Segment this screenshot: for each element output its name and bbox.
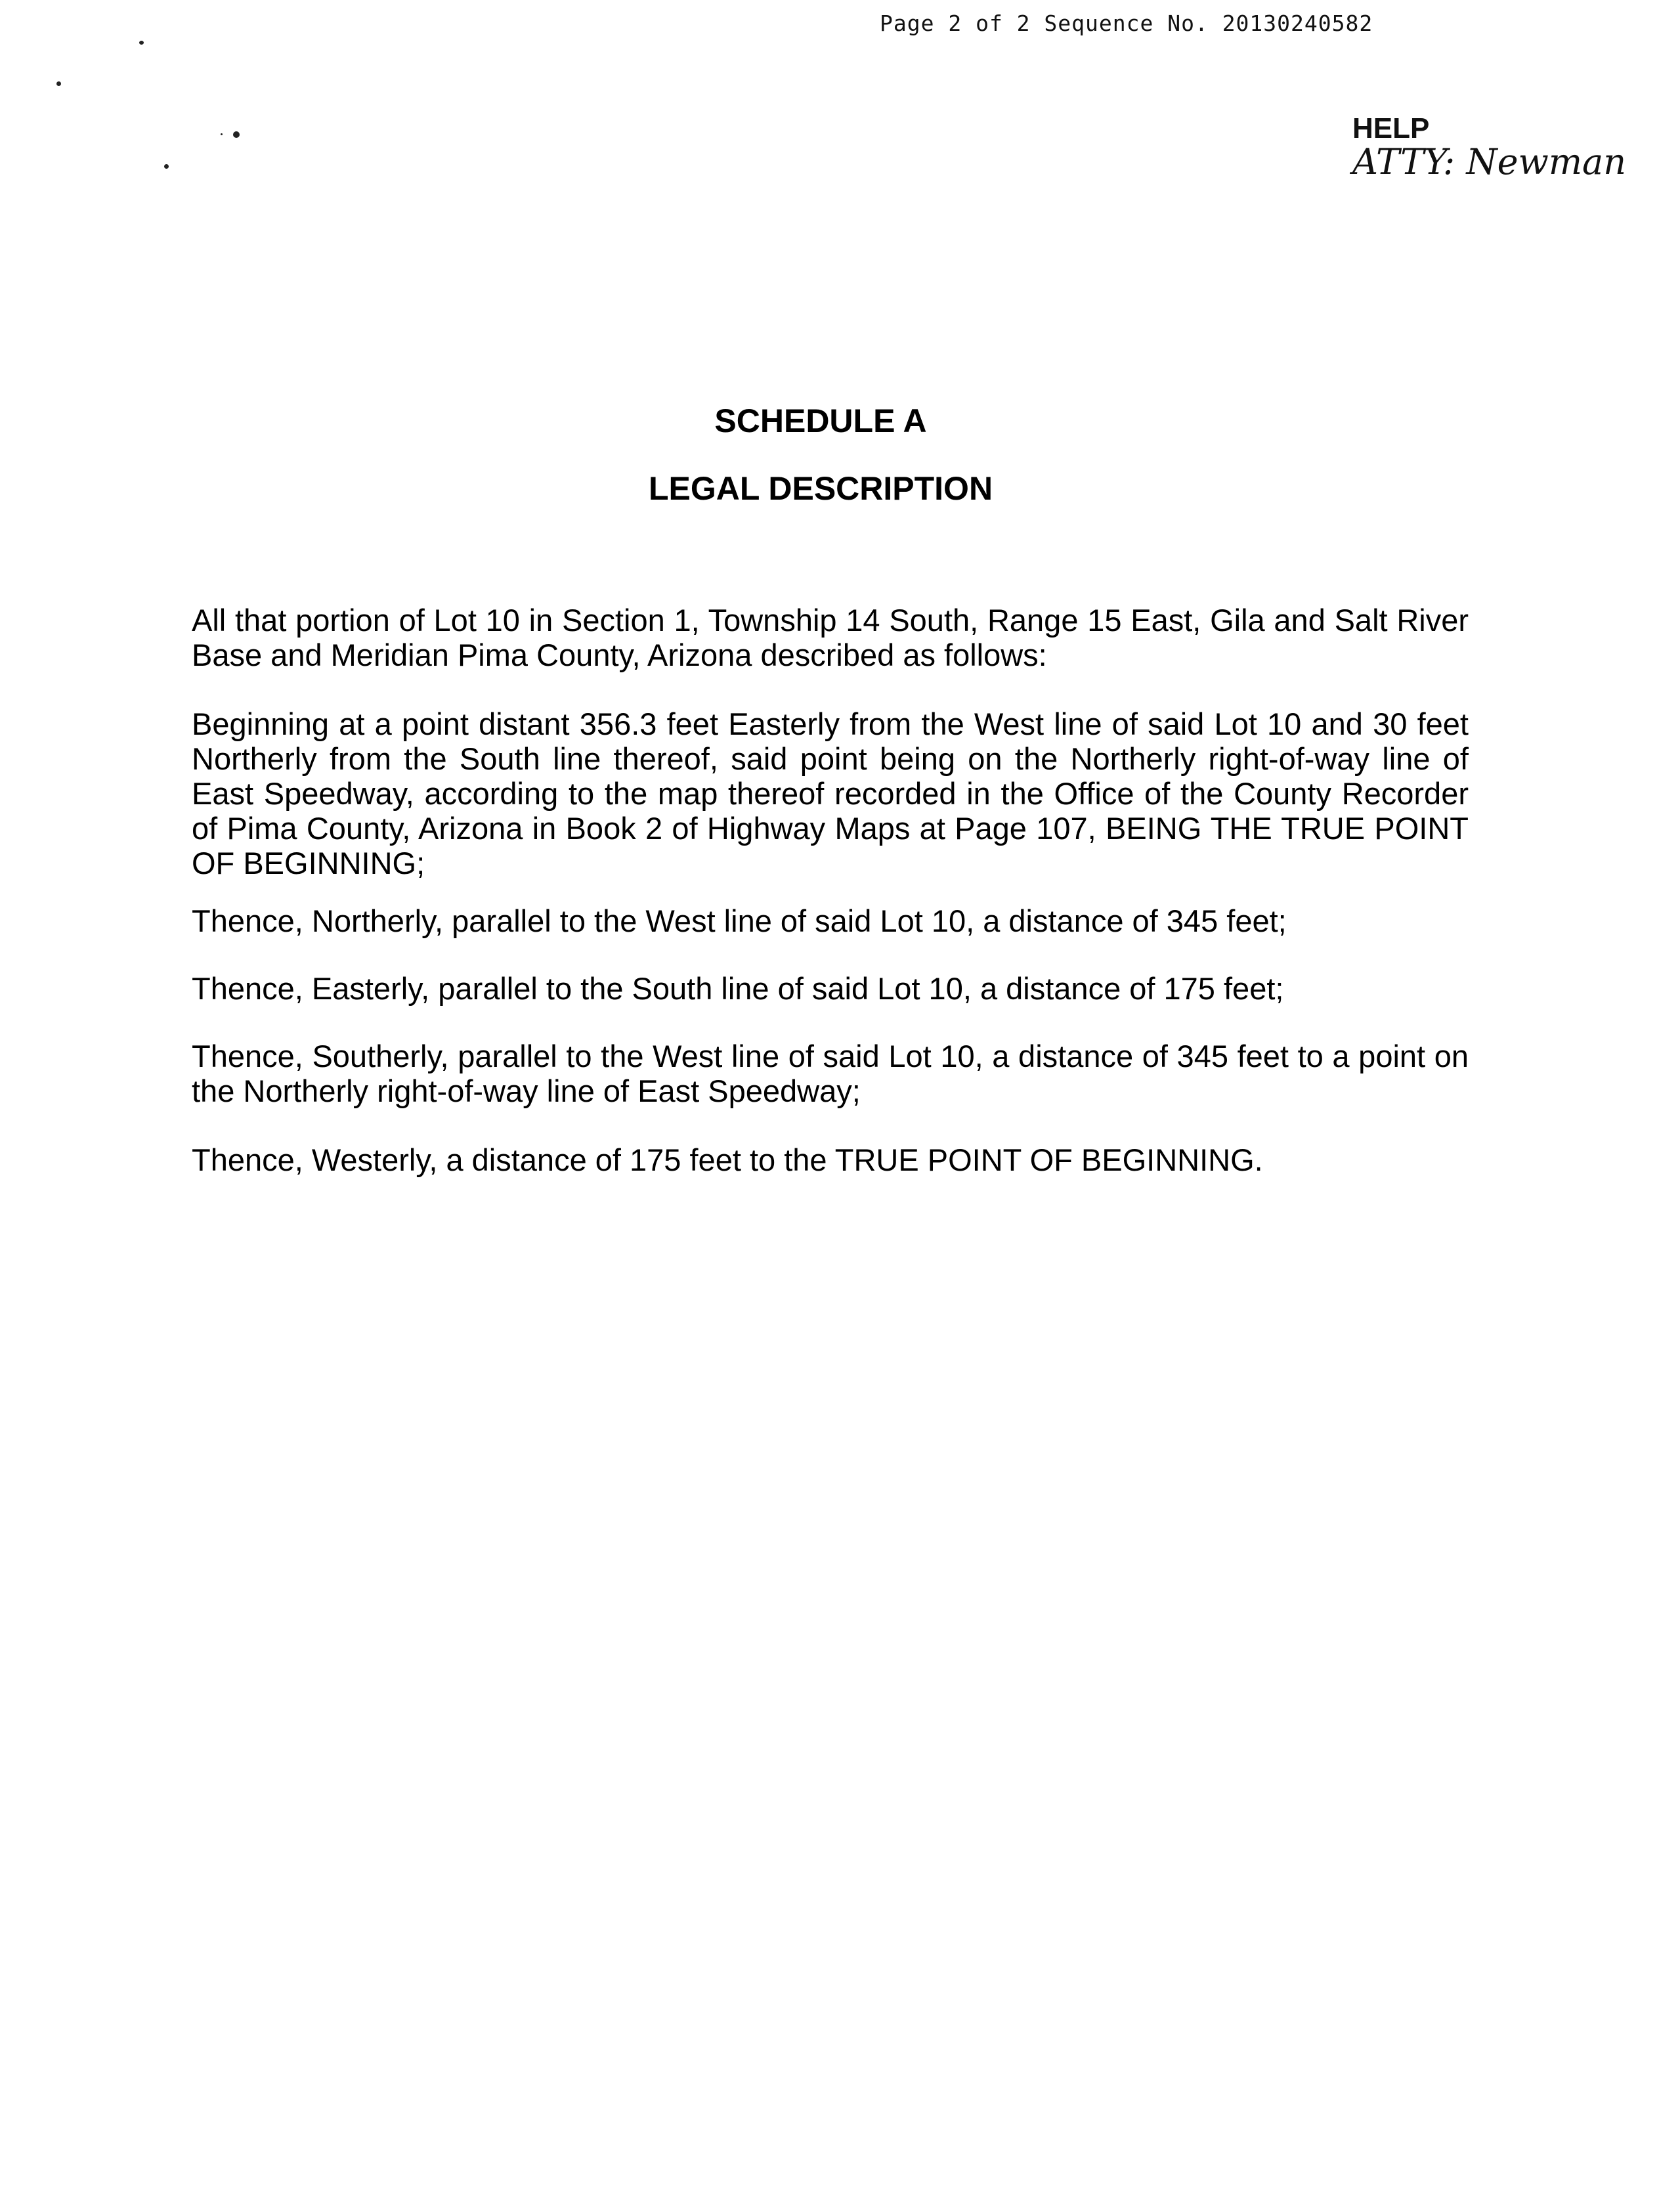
legal-description-paragraph: All that portion of Lot 10 in Section 1, Township 14 South, Range 15 East, Gila and Salt River Base and Meridian Pima County, Arizona described as follows: [192, 603, 1469, 672]
legal-description-paragraph: Thence, Northerly, parallel to the West line of said Lot 10, a distance of 345 feet; [192, 903, 1287, 938]
scan-speck [56, 81, 61, 86]
schedule-subtitle: LEGAL DESCRIPTION [648, 470, 993, 507]
legal-description-paragraph: Beginning at a point distant 356.3 feet Easterly from the West line of said Lot 10 and 30 feet Northerly from the South line thereof, said point being on the Northerly right-of-way line of East Speedway, according to the map thereof recorded in the Office of the County Recorder of Pima County, Arizona in Book 2 of Highway Maps at Page 107, BEING THE TRUE POINT OF BEGINNING; [192, 706, 1469, 880]
scan-speck [139, 41, 144, 45]
scan-speck [164, 164, 169, 169]
legal-description-paragraph: Thence, Easterly, parallel to the South line of said Lot 10, a distance of 175 feet; [192, 971, 1284, 1006]
page-sequence-header: Page 2 of 2 Sequence No. 20130240582 [880, 11, 1373, 36]
handwritten-atty: ATTY: Newman [1352, 141, 1627, 183]
legal-description-paragraph: Thence, Westerly, a distance of 175 feet to the TRUE POINT OF BEGINNING. [192, 1142, 1263, 1177]
scan-speck [221, 133, 223, 135]
handwritten-attorney-note [1339, 108, 1635, 187]
legal-description-paragraph: Thence, Southerly, parallel to the West line of said Lot 10, a distance of 345 feet to a point on the Northerly right-of-way line of East Speedway; [192, 1039, 1469, 1108]
schedule-title: SCHEDULE A [714, 402, 927, 439]
handwritten-help: HELP [1352, 112, 1430, 144]
scan-speck [233, 131, 240, 138]
